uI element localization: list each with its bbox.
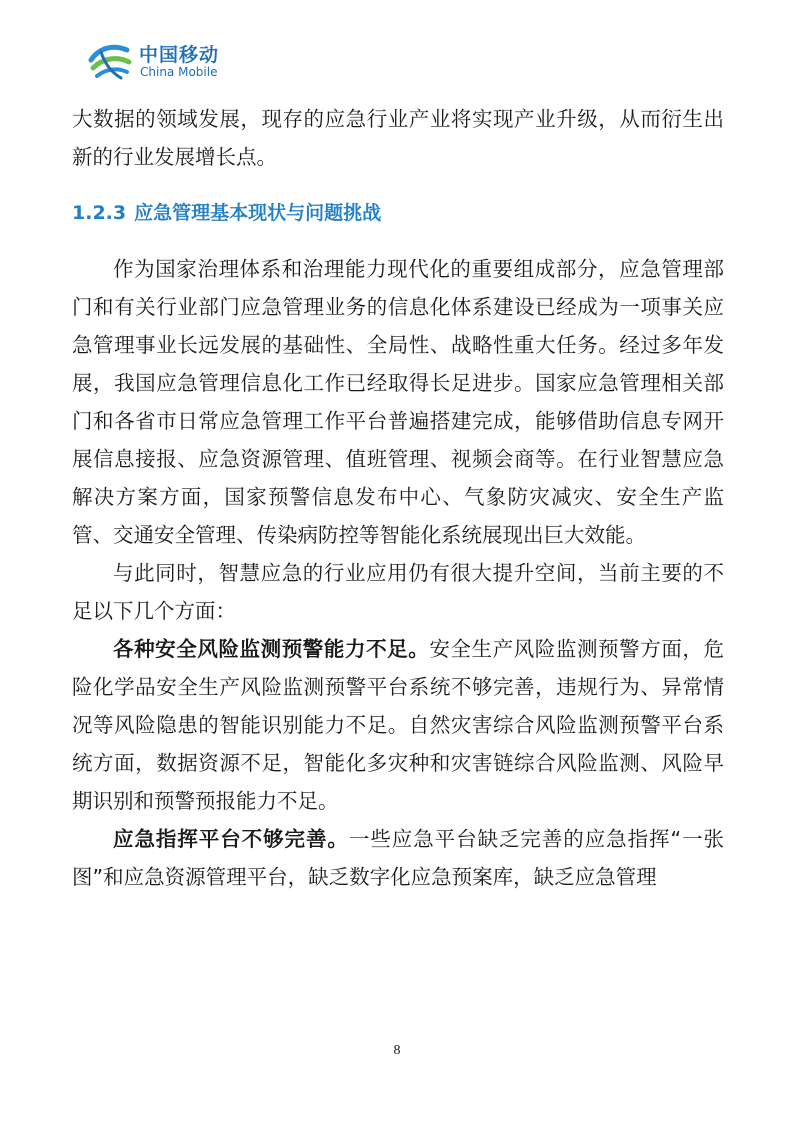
command-platform-text: 一些应急平台缺乏完善的应急指挥“一张图”和应急资源管理平台，缺乏数字化应急预案库，缺乏应急管理	[72, 827, 725, 889]
paragraph-shortcomings-intro: 与此同时，智慧应急的行业应用仍有很大提升空间，当前主要的不足以下几个方面：	[72, 561, 724, 623]
page-content	[72, 100, 724, 896]
command-platform-lead: 应急指挥平台不够完善。	[113, 827, 349, 851]
china-mobile-logo-icon	[87, 38, 133, 84]
china-mobile-logo	[87, 38, 257, 90]
continuation-paragraph: 大数据的领域发展，现存的应急行业产业将实现产业升级，从而衍生出新的行业发展增长点。	[72, 107, 724, 169]
paragraph-status: 作为国家治理体系和治理能力现代化的重要组成部分，应急管理部门和有关行业部门应急管理业务的信息化体系建设已经成为一项事关应急管理事业长远发展的基础性、全局性、战略性重大任务。经过多年发展，我国应急管理信息化工作已经取得长足进步。国家应急管理相关部门和各省市日常应急管理工作平台普遍搭建完成，能够借助信息专网开展信息接报、应急资源管理、值班管理、视频会商等。在行业智慧应急解决方案方面，国家预警信息发布中心、气象防灾减灾、安全生产监管、交通安全管理、传染病防控等智能化系统展现出巨大效能。	[72, 257, 724, 547]
risk-monitoring-text: 安全生产风险监测预警方面，危险化学品安全生产风险监测预警平台系统不够完善，违规行为、异常情况等风险隐患的智能识别能力不足。自然灾害综合风险监测预警平台系统方面，数据资源不足，智能化多灾种和灾害链综合风险监测、风险早期识别和预警预报能力不足。	[72, 637, 725, 813]
page-number: 8	[393, 1043, 401, 1058]
section-title: 应急管理基本现状与问题挑战	[134, 202, 382, 224]
section-heading	[72, 194, 724, 232]
paragraph-command-platform	[72, 820, 724, 896]
section-number: 1.2.3	[72, 202, 127, 224]
paragraph-risk-monitoring	[72, 630, 724, 820]
risk-monitoring-lead: 各种安全风险监测预警能力不足。	[113, 637, 430, 661]
logo-chinese-text: 中国移动	[139, 44, 220, 66]
logo-english-text: China Mobile	[140, 65, 218, 79]
